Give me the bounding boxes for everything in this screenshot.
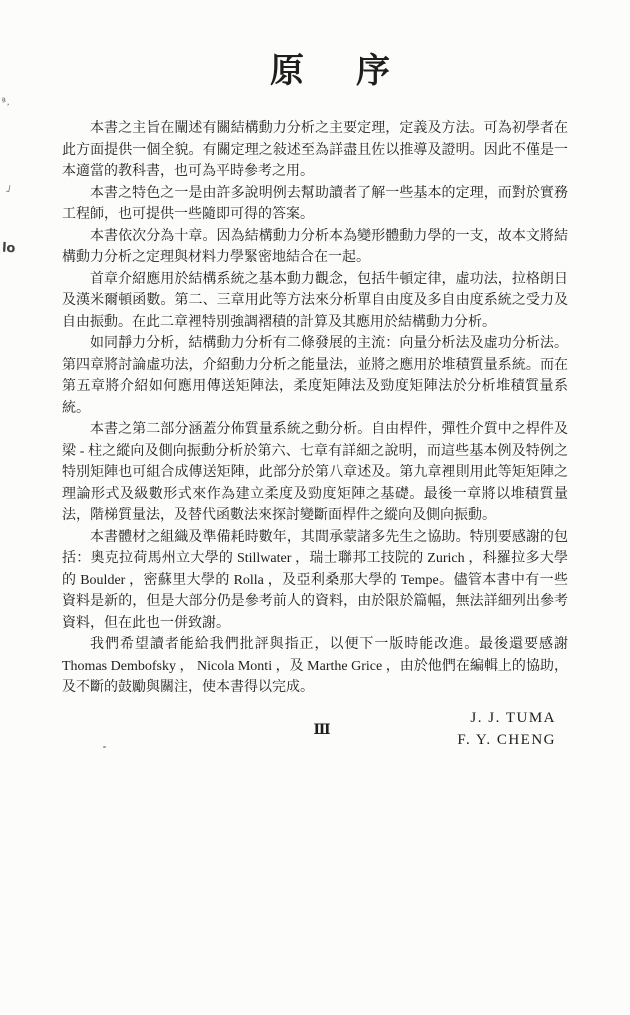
title-char-left: 原 [270,53,304,90]
preface-body [62,118,568,699]
paragraph-6: 本書之第二部分涵蓋分佈質量系統之動分析。自由桿件，彈性介質中之桿件及梁 - 柱之縱向及側向振動分析於第六、七章有詳細之說明，而這些基本例及特例之特別矩陣也可組合成傳送矩陣，此部分於第八章述及。第九章裡則用此等矩矩陣之理論形式及級數形式來作為建立柔度及勁度矩陣之基礎。最後一章將以堆積質量法，階梯質量法，及替代函數法來探討變斷面桿件之縱向及側向振動。 [62,422,568,523]
margin-scan-artifact: ª¸ [1,96,10,108]
paragraph-2: 本書之特色之一是由許多說明例去幫助讀者了解一些基本的定理，而對於實務工程師，也可提供一些隨即可得的答案。 [62,185,568,222]
margin-scan-artifact: ¬ [1,182,16,195]
page-title [77,52,583,92]
paragraph-4: 首章介紹應用於結構系統之基本動力觀念，包括牛頓定律，虛功法，拉格朗日及漢米爾頓函數。第二、三章用此等方法來分析單自由度及多自由度系統之受力及自由振動。在此二章裡特別強調褶積的計算及其應用於結構動力分析。 [62,271,568,330]
signature-author-2: F. Y. CHENG [457,731,556,748]
paragraph-3: 本書依次分為十章。因為結構動力分析本為變形體動力學的一支，故本文將結構動力分析之定理與材料力學緊密地結合在一起。 [62,228,568,265]
signature-author-1: J. J. TUMA [470,709,556,726]
preface-content [62,52,568,751]
page-number: Ⅲ [313,722,331,738]
paragraph-8: 我們希望讀者能給我們批評與指正，以便下一版時能改進。最後還要感謝 Thomas Dembofsky ， Nicola Monti ，及 Marthe Grice ，由於他們在編輯上的協助，及不斷的鼓勵與關注，使本書得以完成。 [62,637,568,695]
paragraph-5: 如同靜力分析，結構動力分析有二條發展的主流：向量分析法及虛功分析法。第四章將討論虛功法，介紹動力分析之能量法，並將之應用於堆積質量系統。而在第五章將介紹如何應用傳送矩陣法，柔度矩陣法及勁度矩陣法於分析堆積質量系統。 [62,336,568,416]
margin-scan-artifact: lo [1,240,16,257]
title-char-right: 序 [356,53,390,90]
paragraph-7: 本書體材之組織及準備耗時數年，其間承蒙諸多先生之協助。特別要感謝的包括：奧克拉荷馬州立大學的 Stillwater ，瑞士聯邦工技院的 Zurich ，科羅拉多大學的 Boulder ，密蘇里大學的 Rolla ，及亞利桑那大學的 Tempe。儘管本書中有一些資料是新的，但是大部分仍是參考前人的資料，由於限於篇幅，無法詳細列出參考資料，但在此也一併致謝。 [62,529,568,631]
paragraph-1: 本書之主旨在闡述有關結構動力分析之主要定理，定義及方法。可為初學者在此方面提供一個全貌。有關定理之敍述至為詳盡且佐以推導及證明。因此不僅是一本適當的教科書，也可為平時參考之用。 [62,121,568,179]
